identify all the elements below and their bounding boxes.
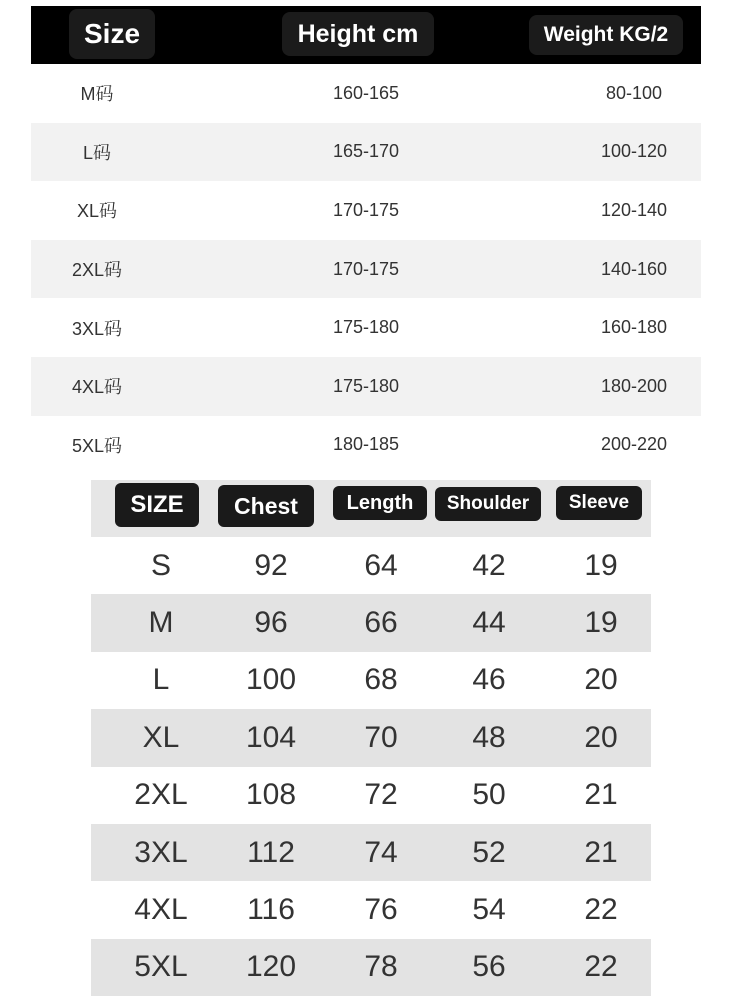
table-row: [31, 123, 701, 182]
table-row: [31, 298, 701, 357]
chest-cell: 116: [247, 893, 295, 927]
shoulder-cell: 50: [472, 778, 506, 812]
sleeve-cell: 19: [584, 548, 618, 582]
height-cell: 175-180: [332, 317, 400, 338]
weight-cell: 200-220: [600, 434, 668, 455]
chest-cell: 120: [245, 950, 297, 984]
table-row: [91, 594, 651, 651]
chest-cell: 112: [247, 835, 295, 869]
shoulder-cell: 56: [472, 950, 506, 984]
length-cell: 68: [364, 663, 398, 697]
height-cell: 175-180: [332, 375, 400, 396]
table-row: [91, 939, 651, 996]
table1-header: [31, 6, 701, 64]
shoulder-cell: 52: [472, 835, 506, 869]
size-cell: 3XL: [134, 835, 188, 869]
size-cell: 2XL: [134, 778, 188, 812]
weight-cell: 80-100: [605, 82, 663, 103]
weight-cell: 100-120: [600, 141, 668, 162]
height-cell: 170-175: [332, 199, 400, 220]
height-cell: 160-165: [332, 82, 400, 103]
size-cell: 4XL码: [71, 377, 123, 398]
length-cell: 78: [364, 950, 398, 984]
table-row: [91, 767, 651, 824]
table-row: [91, 709, 651, 766]
sleeve-cell: 21: [584, 778, 618, 812]
weight-cell: 120-140: [600, 199, 668, 220]
shoulder-cell: 54: [472, 893, 506, 927]
table2-header: [91, 480, 651, 537]
weight-cell: 160-180: [600, 317, 668, 338]
table-row: [91, 881, 651, 938]
size-cell: XL码: [76, 201, 118, 222]
shoulder-cell: 42: [472, 548, 506, 582]
table-row: [31, 181, 701, 240]
size-cell: 5XL: [134, 950, 188, 984]
length-cell: 70: [364, 720, 398, 754]
table-row: [91, 652, 651, 709]
weight-cell: 140-160: [600, 258, 668, 279]
height-cell: 165-170: [332, 141, 400, 162]
sleeve-cell: 22: [584, 950, 618, 984]
sleeve-cell: 19: [584, 606, 618, 640]
sleeve-cell: 22: [584, 893, 618, 927]
header-shoulder: Shoulder: [435, 487, 541, 521]
size-cell: L码: [82, 142, 111, 163]
size-cell: L: [152, 663, 170, 697]
sleeve-cell: 21: [584, 835, 618, 869]
length-cell: 66: [364, 606, 398, 640]
header-weight: Weight KG/2: [529, 15, 683, 55]
height-cell: 170-175: [332, 258, 400, 279]
table-row: [31, 416, 701, 475]
height-cell: 180-185: [332, 434, 400, 455]
size-cell: 2XL码: [71, 260, 123, 281]
shoulder-cell: 48: [472, 720, 506, 754]
chest-cell: 108: [245, 778, 297, 812]
size-cell: 5XL码: [71, 435, 123, 456]
shoulder-cell: 44: [472, 606, 506, 640]
header-chest: Chest: [218, 485, 314, 527]
size-cell: 3XL码: [71, 318, 123, 339]
sleeve-cell: 20: [584, 720, 618, 754]
table-row: [31, 240, 701, 299]
table-row: [31, 357, 701, 416]
header-sleeve: Sleeve: [556, 486, 642, 520]
header-length: Length: [333, 486, 427, 520]
table-row: [31, 64, 701, 123]
chest-cell: 92: [254, 548, 288, 582]
size-cell: 4XL: [134, 893, 188, 927]
length-cell: 76: [364, 893, 398, 927]
length-cell: 74: [364, 835, 398, 869]
size-cell: XL: [142, 720, 180, 754]
header-height: Height cm: [282, 12, 434, 56]
length-cell: 72: [364, 778, 398, 812]
chest-cell: 104: [245, 720, 297, 754]
length-cell: 64: [364, 548, 398, 582]
header-size: SIZE: [115, 483, 199, 527]
size-cell: S: [150, 548, 171, 582]
sleeve-cell: 20: [584, 663, 618, 697]
header-size: Size: [69, 9, 155, 59]
shoulder-cell: 46: [472, 663, 506, 697]
table-row: [91, 824, 651, 881]
size-cell: M: [148, 606, 174, 640]
measurement-size-table: [91, 480, 651, 996]
table-row: [91, 537, 651, 594]
chest-cell: 100: [245, 663, 297, 697]
height-weight-size-table: [31, 6, 701, 474]
chest-cell: 96: [254, 606, 288, 640]
size-cell: M码: [80, 84, 114, 105]
weight-cell: 180-200: [600, 375, 668, 396]
